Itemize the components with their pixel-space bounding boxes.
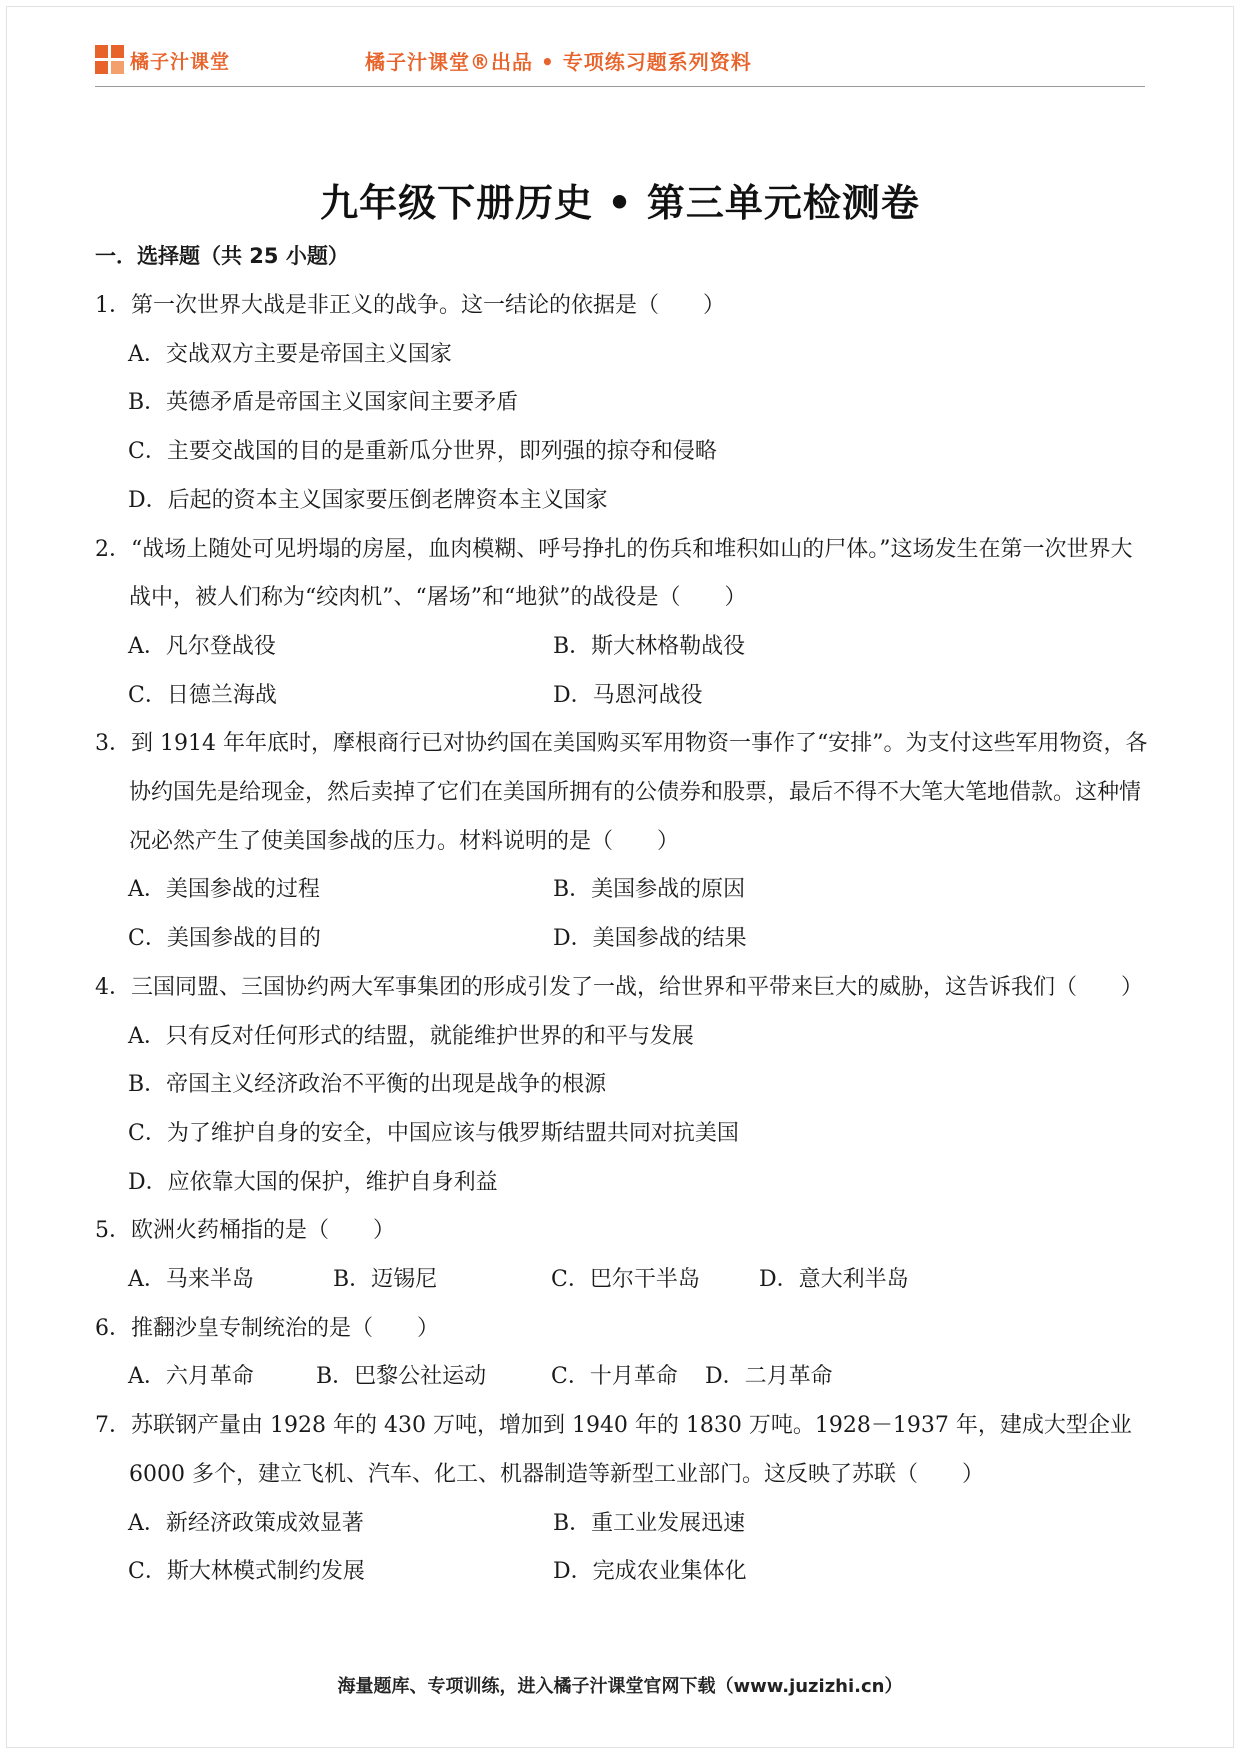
logo-icon [95,45,125,75]
logo-text: 橘子汁课堂 [130,50,231,73]
question-stem: 2．“战场上随处可见坍塌的房屋，血肉模糊、呼号挣扎的伤兵和堆积如山的尸体。”这场发生在第一次世界大战中，被人们称为“绞肉机”、“屠场”和“地狱”的战役是（ ） [95,536,1133,611]
option-c: C．十月革命 [551,1364,678,1390]
question-3 [95,720,1150,964]
page-footer: 海量题库、专项训练，进入橘子汁课堂官网下载（www.juzizhi.cn） [337,1676,903,1697]
option-a: A．新经济政策成效显著 [128,1510,364,1536]
option-d: D．应依靠大国的保护，维护自身利益 [128,1169,498,1195]
page-header [95,40,1145,87]
option-d: D．马恩河战役 [553,682,703,708]
question-4 [95,964,1150,1208]
question-2 [95,526,1150,721]
question-6 [95,1305,1150,1402]
option-d: D．后起的资本主义国家要压倒老牌资本主义国家 [128,487,608,513]
option-d: D．完成农业集体化 [553,1559,747,1585]
option-c: C．斯大林模式制约发展 [128,1559,365,1585]
header-title: 橘子汁课堂®出品 • 专项练习题系列资料 [365,50,752,74]
option-a: A．六月革命 [128,1364,254,1390]
option-c: C．巴尔干半岛 [551,1267,700,1293]
option-b: B．帝国主义经济政治不平衡的出现是战争的根源 [128,1072,607,1098]
option-c: C．美国参战的目的 [128,926,321,952]
option-d: D．二月革命 [705,1364,833,1390]
question-stem: 3．到 1914 年年底时，摩根商行已对协约国在美国购买军用物资一事作了“安排”。为支付这些军用物资，各协约国先是给现金，然后卖掉了它们在美国所拥有的公债券和股票，最后不得不大笔大笔地借款。这种情况必然产生了使美国参战的压力。材料说明的是（ ） [95,731,1148,854]
option-c: C．主要交战国的目的是重新瓜分世界，即列强的掠夺和侵略 [128,439,717,465]
question-stem: 7．苏联钢产量由 1928 年的 430 万吨，增加到 1940 年的 1830 万吨。1928－1937 年，建成大型企业 6000 多个，建立飞机、汽车、化工、机器制造等新型工业部门。这反映了苏联（ ） [95,1413,1132,1487]
section-heading: 一．选择题（共 25 小题） [95,244,349,268]
question-7 [95,1402,1150,1597]
brand-logo [95,44,230,76]
option-b: B．美国参战的原因 [553,877,746,903]
question-stem: 5．欧洲火药桶指的是（ ） [95,1218,395,1244]
option-d: D．意大利半岛 [759,1267,909,1293]
option-b: B．巴黎公社运动 [316,1364,487,1390]
option-d: D．美国参战的结果 [553,926,747,952]
option-a: A．交战双方主要是帝国主义国家 [128,341,452,367]
option-a: A．凡尔登战役 [128,633,276,659]
option-b: B．重工业发展迅速 [553,1510,746,1536]
question-5 [95,1207,1150,1304]
question-stem: 1．第一次世界大战是非正义的战争。这一结论的依据是（ ） [95,293,725,318]
document-title: 九年级下册历史 • 第三单元检测卷 [320,180,920,225]
question-list [95,282,1150,1597]
option-a: A．马来半岛 [128,1267,254,1293]
question-stem: 6．推翻沙皇专制统治的是（ ） [95,1315,439,1341]
option-c: C．日德兰海战 [128,682,277,708]
option-b: B．斯大林格勒战役 [553,633,746,659]
question-1 [95,282,1150,526]
option-b: B．迈锡尼 [333,1267,438,1293]
option-b: B．英德矛盾是帝国主义国家间主要矛盾 [128,390,519,416]
option-c: C．为了维护自身的安全，中国应该与俄罗斯结盟共同对抗美国 [128,1120,739,1146]
option-a: A．美国参战的过程 [128,877,320,903]
question-stem: 4．三国同盟、三国协约两大军事集团的形成引发了一战，给世界和平带来巨大的威胁，这告诉我们（ ） [95,974,1144,1000]
option-a: A．只有反对任何形式的结盟，就能维护世界的和平与发展 [128,1023,694,1049]
